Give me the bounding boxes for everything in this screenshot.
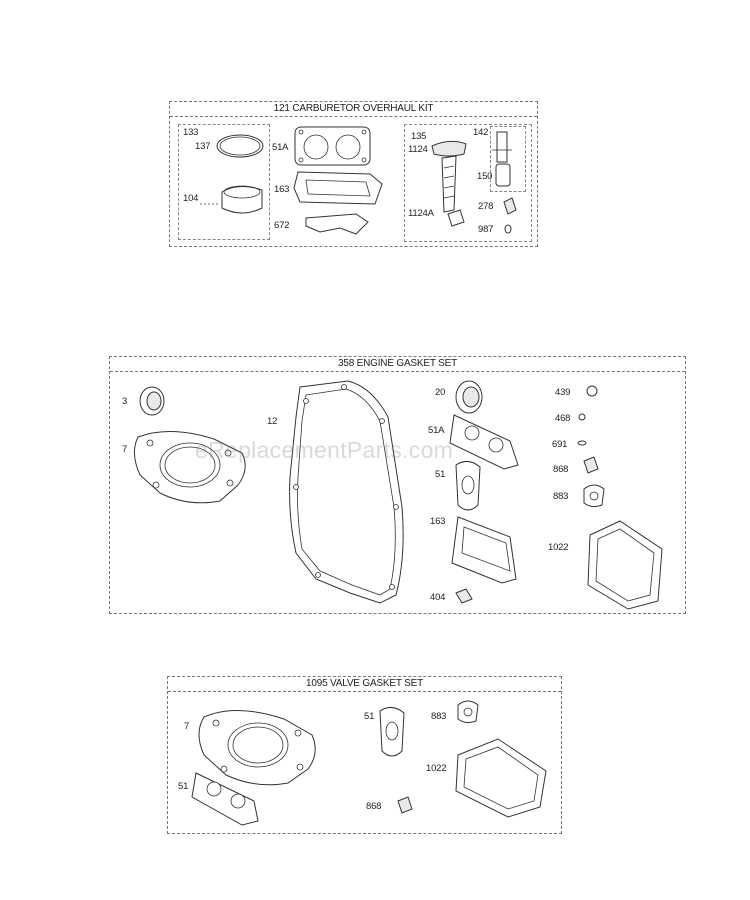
part-label-868: 868 [553,464,569,475]
crankcase-gasket-12 [290,381,404,603]
part-label-163: 163 [274,184,290,195]
valve-kit-drawing [168,677,561,833]
part-label-468: 468 [555,413,571,424]
part-label-135: 135 [411,131,427,142]
part-868 [584,457,598,473]
spring-1124A [442,156,456,212]
gasket-1022-engine [588,521,662,609]
valve-gasket-set [167,676,562,834]
head-gasket-7-valve [199,710,315,784]
part-label-104: 104 [183,193,199,204]
part-label-868: 868 [366,801,382,812]
part-label-404: 404 [430,592,446,603]
part-label-3: 3 [122,396,128,407]
diaphragm-1124 [432,141,466,156]
part-label-51: 51 [435,469,446,480]
part-label-1022: 1022 [426,763,447,774]
part-439 [587,386,597,396]
part-label-51A: 51A [428,425,445,436]
part-label-1022: 1022 [548,542,569,553]
o-ring-137 [217,135,263,157]
part-label-672: 672 [274,220,290,231]
part-label-883: 883 [431,711,447,722]
gasket-1022-valve [456,739,546,817]
part-label-883: 883 [553,491,569,502]
watermark: eReplacementParts.com [195,437,454,463]
oil-seal-3 [140,387,164,415]
gasket-51-engine [456,461,480,510]
gasket-51-valve-upper [380,707,404,756]
part-label-150: 150 [477,171,493,182]
gasket-883-engine [584,485,604,507]
part-987 [505,225,511,233]
part-label-51-lower: 51 [178,781,189,792]
oil-seal-20 [456,381,482,413]
part-404 [456,589,472,603]
carburetor-overhaul-kit [169,101,538,247]
engine-kit-drawing [110,357,685,613]
gasket-51A-engine [450,415,518,469]
part-label-278: 278 [478,201,494,212]
part-label-987: 987 [478,224,494,235]
gasket-163 [294,172,382,204]
part-label-20: 20 [435,387,446,398]
pump-cap [448,210,464,226]
part-label-7: 7 [184,721,190,732]
engine-kit-title: 358 ENGINE GASKET SET [110,357,685,372]
part-868-valve [398,797,412,813]
part-label-439: 439 [555,387,571,398]
float-104 [200,186,262,213]
part-label-51-upper: 51 [364,711,375,722]
carburetor-kit-title: 121 CARBURETOR OVERHAUL KIT [170,102,537,117]
gasket-672 [306,214,368,234]
part-468 [579,414,585,420]
gasket-883-valve [458,701,478,723]
part-label-133: 133 [183,127,199,138]
gasket-163-engine [452,517,516,583]
needle-valve-142 [492,132,512,162]
seat-150 [496,164,510,186]
part-691 [578,441,586,445]
part-label-51A: 51A [272,142,289,153]
part-label-142: 142 [473,127,489,138]
carburetor-kit-drawing [170,102,537,246]
part-label-7: 7 [122,444,128,455]
valve-kit-title: 1095 VALVE GASKET SET [168,677,561,692]
part-label-163: 163 [430,516,446,527]
part-label-137: 137 [195,141,211,152]
engine-gasket-set [109,356,686,614]
part-label-1124A: 1124A [408,208,434,219]
part-label-691: 691 [552,439,568,450]
part-label-1124: 1124 [408,144,428,155]
gasket-51A [295,127,370,165]
part-278 [504,198,516,214]
head-gasket-7 [134,431,245,502]
part-label-12: 12 [267,416,278,427]
